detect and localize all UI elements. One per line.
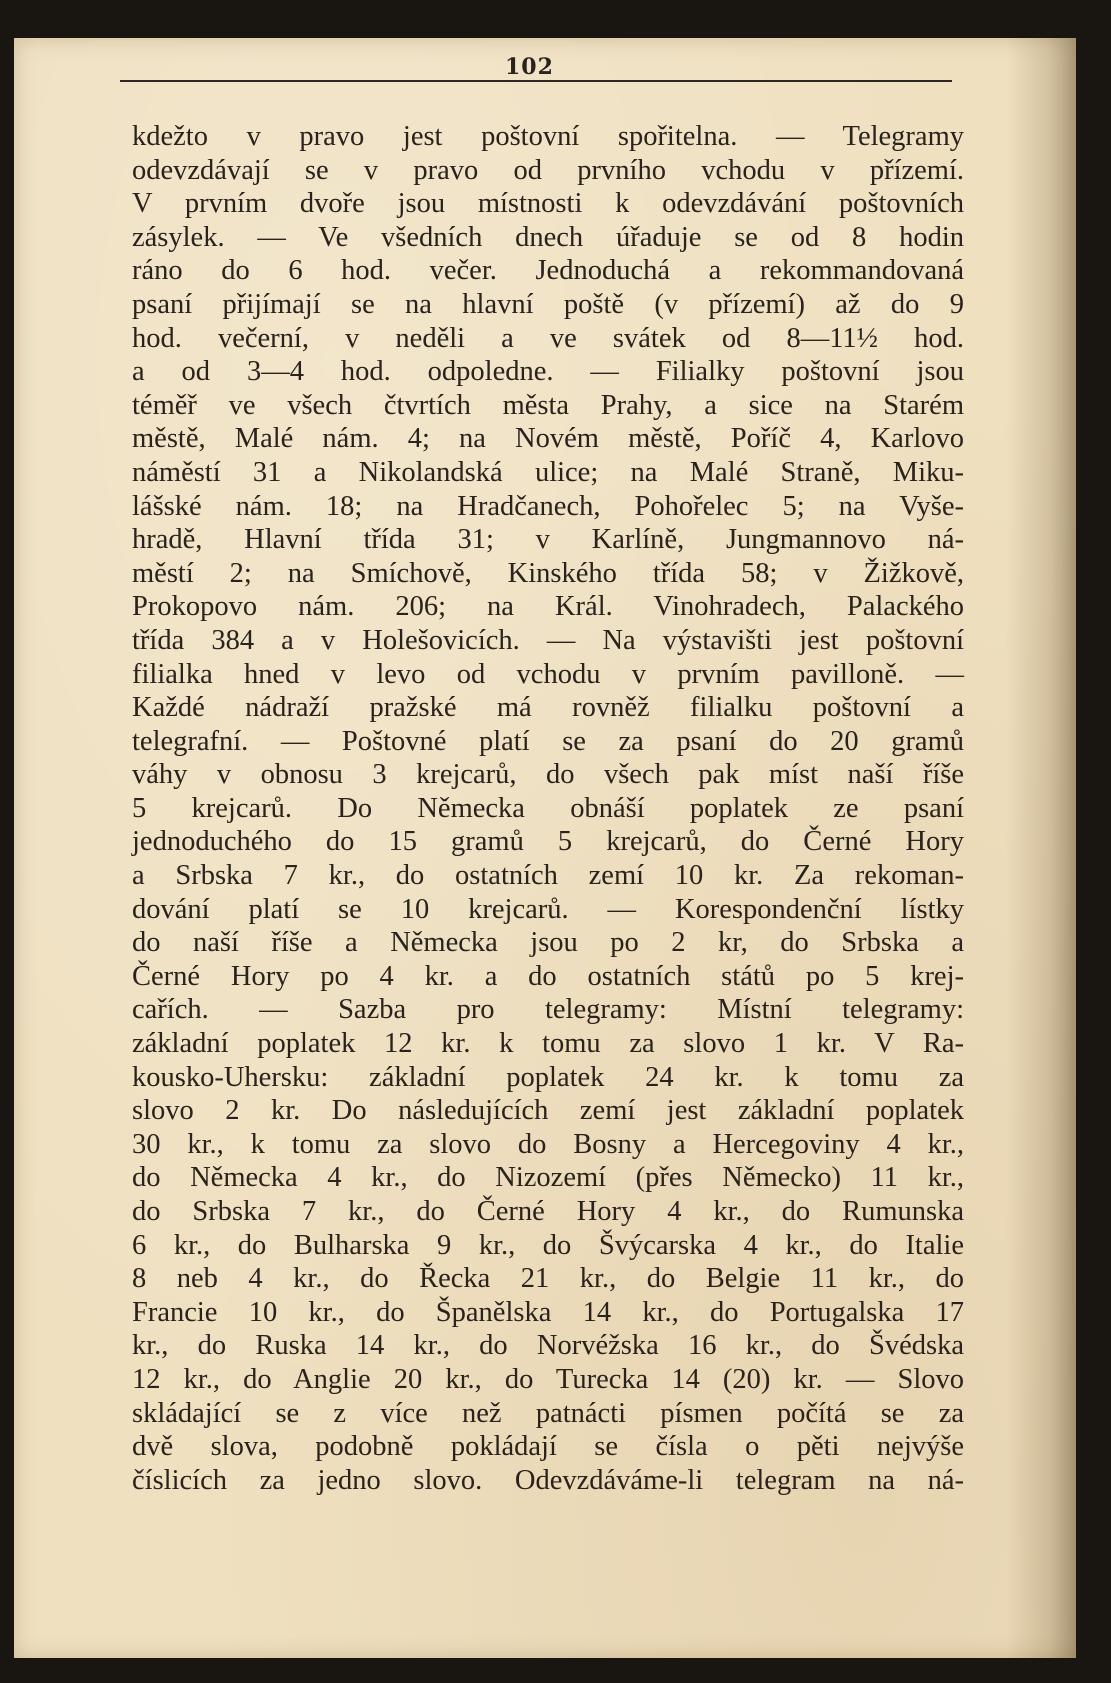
text-line: cařích. — Sazba pro telegramy: Místní telegramy:	[132, 994, 964, 1026]
text-line: telegrafní. — Poštovné platí se za psaní do 20 gramů	[132, 725, 964, 757]
text-line: dování platí se 10 krejcarů. — Korespondenční lístky	[132, 893, 964, 925]
text-line: základní poplatek 12 kr. k tomu za slovo 1 kr. V Ra-	[132, 1028, 964, 1060]
text-line: kousko-Uhersku: základní poplatek 24 kr. k tomu za	[132, 1061, 964, 1093]
text-line: do Srbska 7 kr., do Černé Hory 4 kr., do Rumunska	[132, 1196, 964, 1227]
text-line: slovo 2 kr. Do následujících zemí jest základní poplatek	[132, 1095, 964, 1127]
text-line: jednoduchého do 15 gramů 5 krejcarů, do Černé Hory	[132, 826, 964, 858]
page-number: 102	[505, 54, 554, 80]
text-line: Francie 10 kr., do Španělska 14 kr., do Portugalska 17	[132, 1296, 964, 1328]
text-line: dvě slova, podobně pokládají se čísla o pěti nejvýše	[132, 1431, 964, 1463]
text-line: ráno do 6 hod. večer. Jednoduchá a rekommandovaná	[132, 255, 964, 287]
text-line: zásylek. — Ve všedních dnech úřaduje se od 8 hodin	[132, 221, 964, 253]
text-line: a Srbska 7 kr., do ostatních zemí 10 kr. Za rekoman-	[132, 860, 964, 892]
text-line: městí 2; na Smíchově, Kinského třída 58; v Žižkově,	[132, 557, 964, 589]
text-line: do Německa 4 kr., do Nizozemí (přes Německo) 11 kr.,	[132, 1162, 964, 1194]
text-line: 12 kr., do Anglie 20 kr., do Turecka 14 (20) kr. — Slovo	[132, 1363, 964, 1395]
text-line: skládající se z více než patnácti písmen počítá se za	[132, 1397, 964, 1429]
text-line: a od 3—4 hod. odpoledne. — Filialky poštovní jsou	[132, 356, 964, 388]
text-line: 8 neb 4 kr., do Řecka 21 kr., do Belgie 11 kr., do	[132, 1263, 964, 1295]
page-gutter-shadow	[1006, 38, 1076, 1658]
text-line: do naší říše a Německa jsou po 2 kr, do Srbska a	[132, 927, 964, 959]
text-line: psaní přijímají se na hlavní poště (v přízemí) až do 9	[132, 288, 964, 320]
text-line: třída 384 a v Holešovicích. — Na výstavišti jest poštovní	[132, 624, 964, 656]
text-line: Prokopovo nám. 206; na Král. Vinohradech, Palackého	[132, 591, 964, 623]
text-line: váhy v obnosu 3 krejcarů, do všech pak míst naší říše	[132, 759, 964, 791]
text-line: 6 kr., do Bulharska 9 kr., do Švýcarska 4 kr., do Italie	[132, 1229, 964, 1261]
text-line: odevzdávají se v pravo od prvního vchodu v přízemí.	[132, 154, 964, 186]
text-line: číslicích za jedno slovo. Odevzdáváme-li telegram na ná-	[132, 1464, 964, 1496]
text-line: 5 krejcarů. Do Německa obnáší poplatek ze psaní	[132, 792, 964, 824]
header-rule	[120, 80, 952, 82]
text-line: náměstí 31 a Nikolandská ulice; na Malé Straně, Miku-	[132, 456, 964, 488]
text-line: hradě, Hlavní třída 31; v Karlíně, Jungmannovo ná-	[132, 524, 964, 556]
text-line: hod. večerní, v neděli a ve svátek od 8—11½ hod.	[132, 322, 964, 354]
text-line: Černé Hory po 4 kr. a do ostatních států po 5 krej-	[132, 960, 964, 992]
text-line: 30 kr., k tomu za slovo do Bosny a Hercegoviny 4 kr.,	[132, 1128, 964, 1160]
text-line: kr., do Ruska 14 kr., do Norvéžska 16 kr., do Švédska	[132, 1330, 964, 1362]
text-line: V prvním dvoře jsou místnosti k odevzdávání poštovních	[132, 188, 964, 220]
text-line: téměř ve všech čtvrtích města Prahy, a sice na Starém	[132, 389, 964, 421]
text-line: městě, Malé nám. 4; na Novém městě, Poříč 4, Karlovo	[132, 423, 964, 455]
text-line: filialka hned v levo od vchodu v prvním pavilloně. —	[132, 658, 964, 690]
text-line: lášské nám. 18; na Hradčanech, Pohořelec 5; na Vyše-	[132, 490, 964, 522]
body-text	[132, 120, 964, 1497]
text-line: Každé nádraží pražské má rovněž filialku poštovní a	[132, 692, 964, 724]
text-line: kdežto v pravo jest poštovní spořitelna. — Telegramy	[132, 121, 964, 152]
